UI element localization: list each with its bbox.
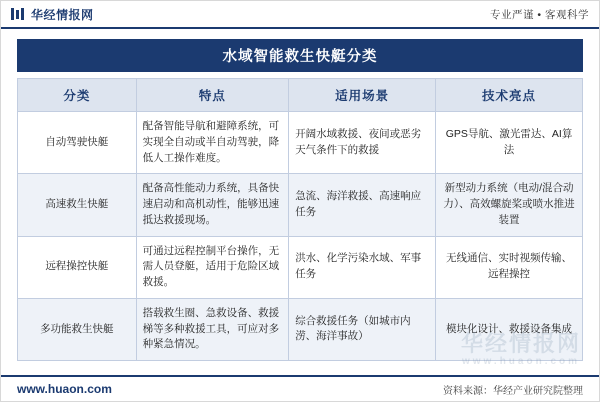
cell-category: 远程操控快艇 [18, 236, 137, 298]
cell-scenarios: 综合救援任务（如城市内涝、海洋事故） [289, 298, 436, 360]
classification-table [17, 78, 583, 361]
page-footer [1, 375, 599, 401]
cell-features: 可通过远程控制平台操作，无需人员登艇，适用于危险区域救援。 [136, 236, 289, 298]
cell-category: 自动驾驶快艇 [18, 112, 137, 174]
footer-site-url[interactable]: www.huaon.com [17, 382, 112, 396]
table-header-row [18, 79, 583, 112]
watermark-sub: www.huaon.com [461, 356, 581, 367]
column-header-category: 分类 [18, 79, 137, 112]
column-header-features: 特点 [136, 79, 289, 112]
brand-name: 华经情报网 [31, 7, 94, 22]
cell-tech: 新型动力系统（电动/混合动力）、高效螺旋桨或喷水推进装置 [436, 174, 583, 236]
cell-features: 配备智能导航和避障系统，可实现全自动或半自动驾驶，降低人工操作难度。 [136, 112, 289, 174]
header-tagline: 专业严谨 • 客观科学 [489, 8, 589, 21]
cell-tech: 模块化设计、救援设备集成 [436, 298, 583, 360]
cell-category: 多功能救生快艇 [18, 298, 137, 360]
cell-scenarios: 洪水、化学污染水域、军事任务 [289, 236, 436, 298]
table-row [18, 174, 583, 236]
table-row [18, 112, 583, 174]
table-row [18, 236, 583, 298]
cell-scenarios: 急流、海洋救援、高速响应任务 [289, 174, 436, 236]
page-title: 水域智能救生快艇分类 [17, 39, 583, 72]
brand [11, 6, 94, 23]
footer-source: 资料来源：华经产业研究院整理 [443, 385, 583, 397]
column-header-tech: 技术亮点 [436, 79, 583, 112]
table-row [18, 298, 583, 360]
page-header [1, 1, 599, 29]
bars-logo-icon [11, 7, 25, 21]
cell-tech: GPS导航、激光雷达、AI算法 [436, 112, 583, 174]
cell-features: 搭载救生圈、急救设备、救援梯等多种救援工具，可应对多种紧急情况。 [136, 298, 289, 360]
cell-features: 配备高性能动力系统，具备快速启动和高机动性，能够迅速抵达救援现场。 [136, 174, 289, 236]
cell-category: 高速救生快艇 [18, 174, 137, 236]
column-header-scenarios: 适用场景 [289, 79, 436, 112]
title-section [1, 29, 599, 78]
watermark-main: 华经情报网 [460, 331, 581, 356]
cell-scenarios: 开阔水域救援、夜间或恶劣天气条件下的救援 [289, 112, 436, 174]
cell-tech: 无线通信、实时视频传输、远程操控 [436, 236, 583, 298]
table-section [1, 78, 599, 361]
